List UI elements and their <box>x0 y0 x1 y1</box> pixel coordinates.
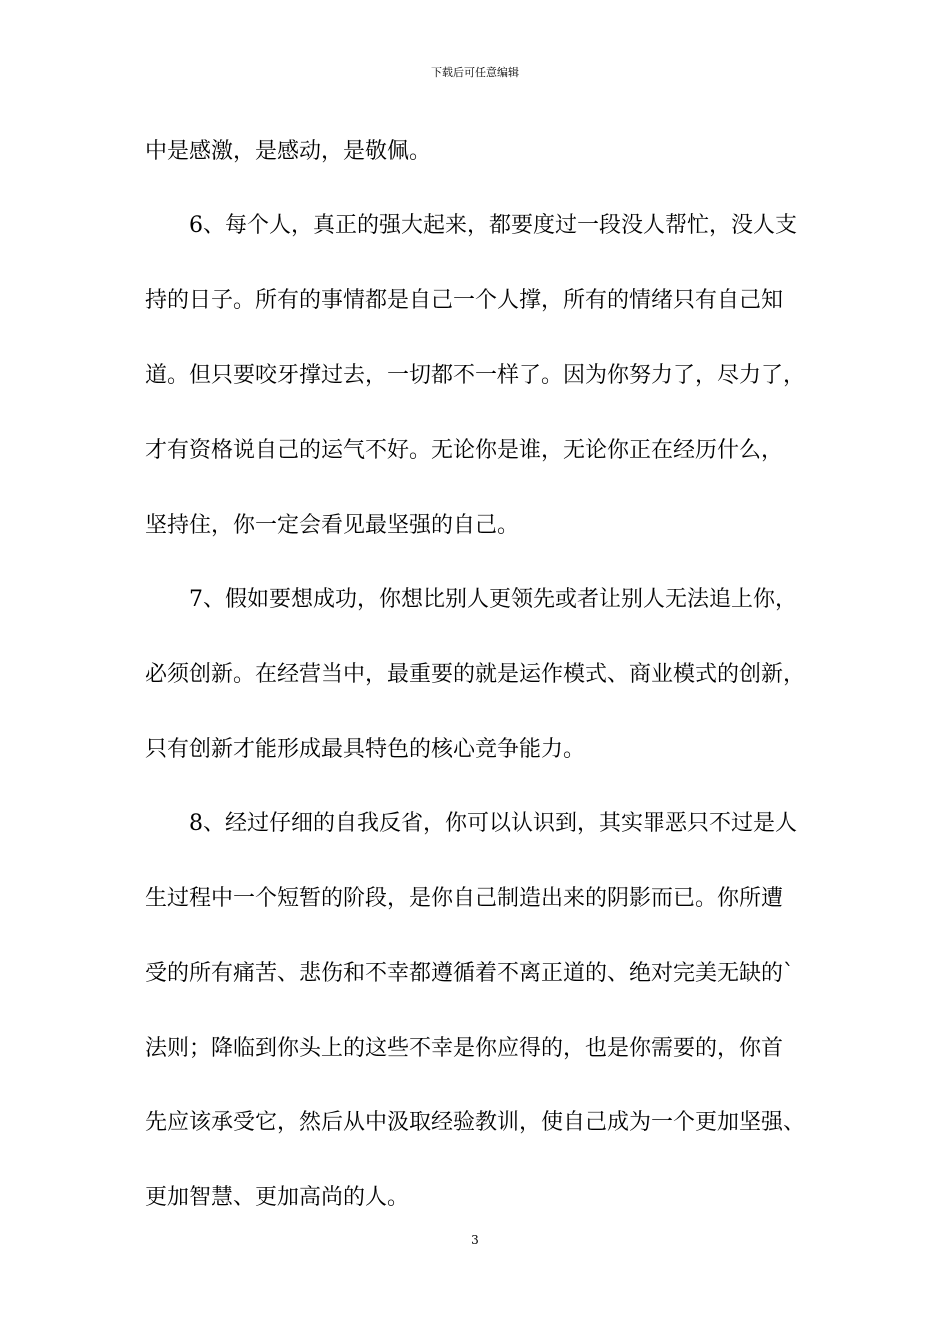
text-line: 更加智慧、更加高尚的人。 <box>145 1185 410 1210</box>
text-line: 只有创新才能形成最具特色的核心竞争能力。 <box>145 737 586 762</box>
text-line: 生过程中一个短暂的阶段，是你自己制造出来的阴影而已。你所遭 <box>145 886 784 911</box>
text-line: 受的所有痛苦、悲伤和不幸都遵循着不离正道的、绝对完美无缺的` <box>145 961 795 986</box>
text-line: 法则；降临到你头上的这些不幸是你应得的，也是你需要的，你首 <box>145 1036 784 1061</box>
page-header: 下载后可任意编辑 <box>431 66 519 79</box>
text-line: 坚持住，你一定会看见最坚强的自己。 <box>145 513 520 538</box>
text-line: 中是感激，是感动，是敬佩。 <box>145 139 432 164</box>
paragraph-8-line: 8、经过仔细的自我反省，你可以认识到，其实罪恶只不过是人 <box>189 811 797 836</box>
text-line: 道。但只要咬牙撑过去，一切都不一样了。因为你努力了，尽力了， <box>145 363 806 388</box>
text-line: 必须创新。在经营当中，最重要的就是运作模式、商业模式的创新， <box>145 662 806 687</box>
text-line: 才有资格说自己的运气不好。无论你是谁，无论你正在经历什么， <box>145 438 784 463</box>
page-number: 3 <box>471 1233 479 1247</box>
text-line: 先应该承受它，然后从中汲取经验教训，使自己成为一个更加坚强、 <box>145 1110 806 1135</box>
text-line: 持的日子。所有的事情都是自己一个人撑，所有的情绪只有自己知 <box>145 288 784 313</box>
paragraph-7-line: 7、假如要想成功，你想比别人更领先或者让别人无法追上你， <box>189 587 797 612</box>
paragraph-6-line: 6、每个人，真正的强大起来，都要度过一段没人帮忙，没人支 <box>189 213 797 238</box>
